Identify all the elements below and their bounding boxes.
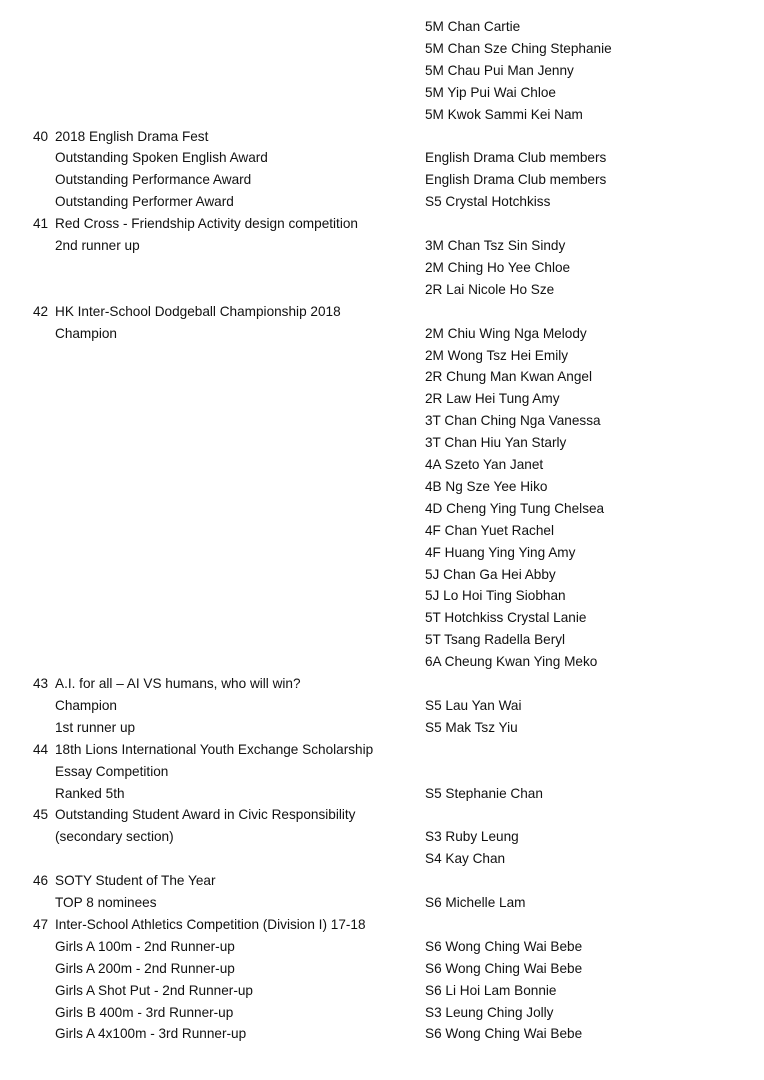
award-line	[0, 761, 764, 783]
award-line	[0, 476, 764, 498]
award-description: 2018 English Drama Fest	[55, 128, 209, 144]
recipient-name: 5M Chau Pui Man Jenny	[425, 62, 574, 78]
recipient-name: 3T Chan Hiu Yan Starly	[425, 435, 567, 451]
award-heading-line	[0, 126, 764, 148]
recipient-name: S3 Leung Ching Jolly	[425, 1004, 554, 1020]
award-description: (secondary section)	[55, 829, 174, 845]
recipient-name: S5 Lau Yan Wai	[425, 697, 522, 713]
award-number: 41	[33, 216, 49, 232]
award-description: 2nd runner up	[55, 238, 140, 253]
recipient-name: 2M Ching Ho Yee Chloe	[425, 259, 571, 275]
award-line	[0, 520, 764, 542]
award-line	[0, 848, 764, 870]
award-line	[0, 454, 764, 476]
award-line	[0, 542, 764, 564]
recipient-name: 4D Cheng Ying Tung Chelsea	[425, 500, 605, 516]
award-line	[0, 432, 764, 454]
award-number: 47	[33, 916, 49, 932]
award-line	[0, 892, 764, 914]
recipient-name: 4F Chan Yuet Rachel	[425, 522, 554, 538]
recipient-name: 5M Chan Cartie	[425, 19, 521, 34]
award-description: 18th Lions International Youth Exchange Scholarship	[55, 741, 374, 757]
award-description: Inter-School Athletics Competition (Division I) 17-18	[55, 916, 366, 932]
recipient-name: 5M Chan Sze Ching Stephanie	[425, 40, 612, 56]
recipient-name: 3M Chan Tsz Sin Sindy	[425, 238, 566, 253]
recipient-name: English Drama Club members	[425, 172, 607, 188]
recipient-name: 5J Chan Ga Hei Abby	[425, 566, 556, 582]
award-line	[0, 564, 764, 586]
award-line	[0, 1002, 764, 1024]
award-line	[0, 147, 764, 169]
award-line	[0, 958, 764, 980]
recipient-name: 2R Law Hei Tung Amy	[425, 391, 560, 407]
award-heading-line	[0, 739, 764, 761]
award-number: 43	[33, 676, 49, 691]
recipient-name: S6 Wong Ching Wai Bebe	[425, 938, 583, 954]
recipient-name: 4B Ng Sze Yee Hiko	[425, 478, 548, 494]
award-line	[0, 388, 764, 410]
award-heading-line	[0, 870, 764, 892]
award-heading-line	[0, 301, 764, 323]
award-number: 46	[33, 873, 49, 889]
award-line	[0, 279, 764, 301]
award-line	[0, 826, 764, 848]
award-line	[0, 980, 764, 1002]
recipient-name: 5T Tsang Radella Beryl	[425, 632, 566, 648]
award-description: A.I. for all – AI VS humans, who will win?	[55, 676, 301, 691]
recipient-name: 5J Lo Hoi Ting Siobhan	[425, 588, 566, 604]
award-description: Girls A Shot Put - 2nd Runner-up	[55, 982, 253, 998]
award-heading-line	[0, 673, 764, 695]
recipient-name: 4F Huang Ying Ying Amy	[425, 544, 576, 560]
award-line	[0, 366, 764, 388]
award-description: Outstanding Performer Award	[55, 194, 234, 210]
award-number: 45	[33, 807, 49, 823]
award-description: Champion	[55, 325, 117, 341]
award-line	[0, 104, 764, 126]
award-description: Girls A 4x100m - 3rd Runner-up	[55, 1026, 247, 1042]
award-number: 42	[33, 303, 49, 319]
award-description: Outstanding Spoken English Award	[55, 150, 268, 166]
recipient-name: 2R Lai Nicole Ho Sze	[425, 281, 555, 297]
recipient-name: 5M Kwok Sammi Kei Nam	[425, 106, 583, 122]
award-description: Girls B 400m - 3rd Runner-up	[55, 1004, 234, 1020]
award-number: 44	[33, 741, 49, 757]
award-description: Red Cross - Friendship Activity design competition	[55, 216, 358, 232]
award-line	[0, 82, 764, 104]
award-line	[0, 191, 764, 213]
award-description: TOP 8 nominees	[55, 895, 157, 910]
recipient-name: 2M Chiu Wing Nga Melody	[425, 325, 587, 341]
recipient-name: 5M Yip Pui Wai Chloe	[425, 84, 556, 100]
award-line	[0, 16, 764, 38]
award-line	[0, 783, 764, 805]
award-description: Outstanding Student Award in Civic Responsibility	[55, 807, 356, 823]
award-line	[0, 936, 764, 958]
award-description: Ranked 5th	[55, 785, 125, 801]
recipient-name: S5 Stephanie Chan	[425, 785, 543, 801]
recipient-name: 2M Wong Tsz Hei Emily	[425, 347, 569, 363]
award-line	[0, 498, 764, 520]
award-line	[0, 651, 764, 673]
award-line	[0, 38, 764, 60]
recipient-name: S6 Wong Ching Wai Bebe	[425, 960, 583, 976]
recipient-name: S6 Li Hoi Lam Bonnie	[425, 982, 557, 998]
recipient-name: S5 Crystal Hotchkiss	[425, 194, 551, 210]
recipient-name: S6 Wong Ching Wai Bebe	[425, 1026, 583, 1042]
award-heading-line	[0, 914, 764, 936]
award-line	[0, 345, 764, 367]
award-line	[0, 60, 764, 82]
award-description: Essay Competition	[55, 763, 169, 779]
award-description: SOTY Student of The Year	[55, 873, 216, 889]
award-heading-line	[0, 804, 764, 826]
award-description: Outstanding Performance Award	[55, 172, 252, 188]
award-line	[0, 323, 764, 345]
award-line	[0, 585, 764, 607]
award-description: HK Inter-School Dodgeball Championship 2018	[55, 303, 341, 319]
award-line	[0, 1023, 764, 1045]
recipient-name: 6A Cheung Kwan Ying Meko	[425, 654, 598, 670]
award-line	[0, 607, 764, 629]
recipient-name: 2R Chung Man Kwan Angel	[425, 369, 593, 385]
recipient-name: 3T Chan Ching Nga Vanessa	[425, 413, 601, 429]
award-description: Girls A 200m - 2nd Runner-up	[55, 960, 235, 976]
award-number: 40	[33, 128, 49, 144]
recipient-name: S3 Ruby Leung	[425, 829, 519, 845]
award-description: Champion	[55, 697, 117, 713]
recipient-name: S4 Kay Chan	[425, 851, 506, 867]
award-line	[0, 235, 764, 257]
award-line	[0, 257, 764, 279]
award-description: 1st runner up	[55, 719, 136, 735]
recipient-name: 5T Hotchkiss Crystal Lanie	[425, 610, 587, 626]
recipient-name: 4A Szeto Yan Janet	[425, 457, 544, 472]
award-line	[0, 629, 764, 651]
award-line	[0, 169, 764, 191]
recipient-name: S6 Michelle Lam	[425, 895, 526, 910]
recipient-name: English Drama Club members	[425, 150, 607, 166]
award-line	[0, 410, 764, 432]
award-line	[0, 695, 764, 717]
award-line	[0, 717, 764, 739]
recipient-name: S5 Mak Tsz Yiu	[425, 719, 518, 735]
award-description: Girls A 100m - 2nd Runner-up	[55, 938, 235, 954]
award-heading-line	[0, 213, 764, 235]
